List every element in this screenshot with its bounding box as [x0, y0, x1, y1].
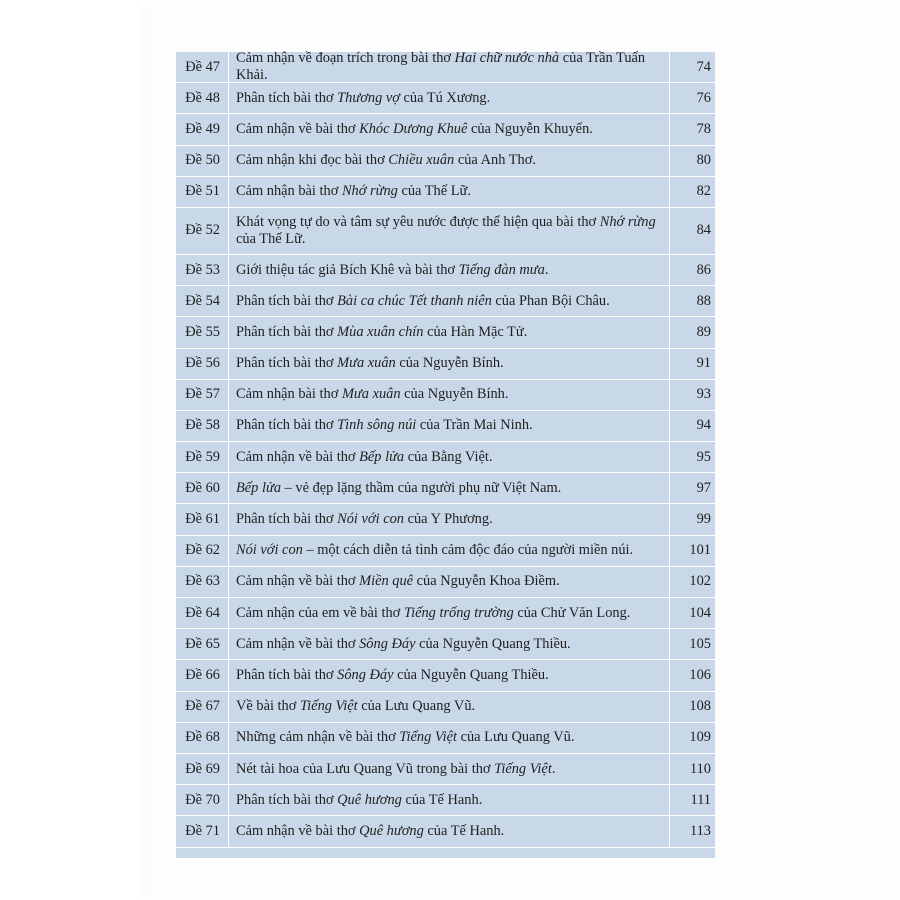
- page-number: 104: [689, 604, 711, 621]
- exercise-number: Đề 63: [176, 567, 229, 597]
- exercise-number: Đề 66: [176, 660, 229, 690]
- title-segment: .: [551, 760, 556, 777]
- title-text: [236, 605, 630, 622]
- title-segment: Phân tích bài thơ: [236, 666, 338, 683]
- page-number: 111: [690, 791, 711, 808]
- page-number: 95: [696, 448, 711, 465]
- title-segment: của Lưu Quang Vũ.: [456, 729, 575, 746]
- exercise-number: Đề 65: [176, 629, 229, 659]
- exercise-title: [229, 286, 670, 316]
- exercise-number: Đề 68: [176, 723, 229, 753]
- title-text: [236, 386, 508, 403]
- poem-title: Nhớ rừng: [341, 183, 398, 200]
- title-segment: Cảm nhận bài thơ: [236, 386, 342, 403]
- toc-row: [176, 785, 715, 816]
- exercise-title: [229, 349, 670, 379]
- toc-row: [176, 816, 715, 847]
- title-segment: – vẻ đẹp lặng thầm của người phụ nữ Việt Nam.: [281, 479, 562, 496]
- toc-row: [176, 146, 715, 177]
- exercise-title: [229, 785, 670, 815]
- exercise-number: Đề 55: [176, 317, 229, 347]
- title-segment: .: [544, 261, 549, 278]
- toc-row: [176, 208, 715, 255]
- toc-row: [176, 380, 715, 411]
- page-number: 80: [696, 152, 711, 169]
- poem-title: Nhớ rừng: [599, 213, 656, 230]
- exercise-number: Đề 71: [176, 816, 229, 846]
- exercise-number: Đề 58: [176, 411, 229, 441]
- page-number: 84: [696, 222, 711, 239]
- toc-row: [176, 660, 715, 691]
- poem-title: Tiếng Việt: [299, 698, 358, 715]
- toc-row: [176, 411, 715, 442]
- page-number: 94: [696, 417, 711, 434]
- toc-row: [176, 629, 715, 660]
- title-segment: của Thế Lữ.: [397, 183, 471, 200]
- title-segment: Phân tích bài thơ: [236, 355, 338, 372]
- poem-title: Bài ca chúc Tết thanh niên: [337, 292, 492, 309]
- page-number: 108: [689, 698, 711, 715]
- title-segment: Cảm nhận về bài thơ: [236, 120, 360, 137]
- title-text: [236, 729, 574, 746]
- exercise-title: [229, 723, 670, 753]
- title-segment: của Bằng Việt.: [404, 448, 493, 465]
- title-segment: Phân tích bài thơ: [236, 511, 338, 528]
- title-segment: Cảm nhận về bài thơ: [236, 635, 360, 652]
- exercise-title: [229, 177, 670, 207]
- toc-row: [176, 473, 715, 504]
- poem-title: Bếp lửa: [359, 448, 405, 465]
- title-text: [236, 667, 549, 684]
- title-text: [236, 449, 493, 466]
- title-text: [236, 90, 490, 107]
- poem-title: Mưa xuân: [341, 386, 401, 403]
- toc-row: [176, 692, 715, 723]
- poem-title: Khóc Dương Khuê: [359, 120, 468, 137]
- exercise-number: Đề 70: [176, 785, 229, 815]
- title-segment: Cảm nhận về bài thơ: [236, 822, 360, 839]
- poem-title: Mưa xuân: [337, 355, 396, 372]
- toc-row: [176, 504, 715, 535]
- title-text: [236, 792, 482, 809]
- title-segment: Nét tài hoa của Lưu Quang Vũ trong bài thơ: [236, 760, 495, 777]
- exercise-number: Đề 59: [176, 442, 229, 472]
- title-text: [236, 214, 663, 248]
- page-number: 97: [696, 479, 711, 496]
- title-segment: Cảm nhận của em về bài thơ: [236, 604, 404, 621]
- table-of-contents: [176, 52, 715, 858]
- title-segment: của Nguyễn Bính.: [400, 386, 509, 403]
- exercise-number: Đề 61: [176, 504, 229, 534]
- poem-title: Sông Đáy: [337, 666, 394, 683]
- exercise-number: Đề 50: [176, 146, 229, 176]
- title-segment: Phân tích bài thơ: [236, 791, 338, 808]
- page-number: 102: [689, 573, 711, 590]
- poem-title: Tình sông núi: [337, 417, 417, 434]
- title-text: [236, 511, 493, 528]
- toc-row: [176, 723, 715, 754]
- poem-title: Miền quê: [359, 573, 414, 590]
- title-segment: Cảm nhận khi đọc bài thơ: [236, 152, 389, 169]
- poem-title: Thương vợ: [337, 89, 400, 106]
- poem-title: Chiều xuân: [388, 152, 455, 169]
- toc-row: [176, 52, 715, 83]
- title-text: [236, 417, 533, 434]
- title-text: [236, 823, 504, 840]
- exercise-number: Đề 64: [176, 598, 229, 628]
- title-segment: Giới thiệu tác giả Bích Khê và bài thơ: [236, 261, 459, 278]
- page-number: 74: [696, 58, 711, 75]
- exercise-title: [229, 504, 670, 534]
- exercise-title: [229, 411, 670, 441]
- poem-title: Mùa xuân chín: [337, 323, 424, 340]
- title-segment: Về bài thơ: [236, 698, 300, 715]
- title-text: [236, 355, 504, 372]
- title-segment: của Lưu Quang Vũ.: [357, 698, 476, 715]
- exercise-title: [229, 629, 670, 659]
- title-segment: của Phan Bội Châu.: [491, 292, 610, 309]
- title-text: [236, 761, 555, 778]
- poem-title: Quê hương: [337, 791, 402, 808]
- title-segment: Phân tích bài thơ: [236, 89, 338, 106]
- toc-row: [176, 536, 715, 567]
- poem-title: Nói với con: [337, 511, 404, 528]
- title-segment: của Y Phương.: [403, 511, 493, 528]
- title-text: [236, 293, 610, 310]
- poem-title: Tiếng Việt: [399, 729, 457, 746]
- title-text: [236, 152, 536, 169]
- page-number: 89: [696, 323, 711, 340]
- exercise-number: Đề 52: [176, 208, 229, 254]
- exercise-number: Đề 56: [176, 349, 229, 379]
- exercise-title: [229, 52, 670, 82]
- exercise-title: [229, 317, 670, 347]
- page-number: 101: [689, 542, 711, 559]
- toc-row: [176, 754, 715, 785]
- title-segment: Cảm nhận bài thơ: [236, 183, 342, 200]
- page-number: 82: [696, 183, 711, 200]
- title-segment: của Chử Văn Long.: [513, 604, 631, 621]
- poem-title: Tiếng Việt: [494, 760, 552, 777]
- exercise-number: Đề 62: [176, 536, 229, 566]
- exercise-number: Đề 67: [176, 692, 229, 722]
- toc-row: [176, 598, 715, 629]
- exercise-number: Đề 60: [176, 473, 229, 503]
- toc-row: [176, 83, 715, 114]
- exercise-number: Đề 49: [176, 114, 229, 144]
- title-segment: của Tú Xương.: [399, 89, 491, 106]
- title-segment: của Nguyễn Quang Thiều.: [415, 635, 571, 652]
- poem-title: Quê hương: [359, 822, 424, 839]
- title-segment: của Nguyễn Bính.: [395, 355, 504, 372]
- title-segment: của Tế Hanh.: [401, 791, 483, 808]
- exercise-number: Đề 69: [176, 754, 229, 784]
- title-segment: Những cảm nhận về bài thơ: [236, 729, 400, 746]
- exercise-number: Đề 53: [176, 255, 229, 285]
- toc-row: [176, 255, 715, 286]
- title-text: [236, 698, 475, 715]
- title-segment: Phân tích bài thơ: [236, 292, 338, 309]
- exercise-title: [229, 816, 670, 846]
- toc-row: [176, 317, 715, 348]
- toc-row: [176, 567, 715, 598]
- exercise-title: [229, 83, 670, 113]
- title-text: [236, 542, 633, 559]
- title-text: [236, 183, 471, 200]
- title-segment: của Trần Mai Ninh.: [416, 417, 533, 434]
- page-number: 88: [696, 292, 711, 309]
- title-text: [236, 573, 560, 590]
- toc-row: [176, 442, 715, 473]
- exercise-title: [229, 255, 670, 285]
- title-text: [236, 636, 571, 653]
- title-segment: Phân tích bài thơ: [236, 417, 338, 434]
- toc-row: [176, 286, 715, 317]
- exercise-number: Đề 54: [176, 286, 229, 316]
- poem-title: Bếp lửa: [236, 479, 282, 496]
- title-segment: của Anh Thơ.: [454, 152, 536, 169]
- exercise-number: Đề 48: [176, 83, 229, 113]
- exercise-title: [229, 473, 670, 503]
- poem-title: Tiếng trống trường: [403, 604, 514, 621]
- exercise-title: [229, 536, 670, 566]
- title-segment: – một cách diễn tả tình cảm độc đáo của người miền núi.: [302, 542, 634, 559]
- exercise-title: [229, 146, 670, 176]
- title-text: [236, 324, 527, 341]
- page-number: 110: [689, 760, 711, 777]
- poem-title: Sông Đáy: [359, 635, 416, 652]
- toc-row: [176, 349, 715, 380]
- page-number: 99: [696, 511, 711, 528]
- poem-title: Hai chữ nước nhà: [454, 50, 560, 67]
- exercise-title: [229, 660, 670, 690]
- page-number: 105: [689, 635, 711, 652]
- title-segment: của Nguyễn Quang Thiều.: [393, 666, 549, 683]
- title-segment: của Nguyễn Khuyến.: [467, 120, 593, 137]
- page-number: 91: [696, 355, 711, 372]
- exercise-title: [229, 567, 670, 597]
- exercise-title: [229, 692, 670, 722]
- title-segment: của Hàn Mặc Tử.: [423, 323, 528, 340]
- exercise-title: [229, 380, 670, 410]
- exercise-title: [229, 598, 670, 628]
- title-segment: Cảm nhận về bài thơ: [236, 448, 360, 465]
- exercise-title: [229, 754, 670, 784]
- page-number: 113: [689, 822, 711, 839]
- title-segment: Khát vọng tự do và tâm sự yêu nước được thể hiện qua bài thơ: [236, 213, 600, 230]
- page-number: 109: [689, 729, 711, 746]
- poem-title: Tiếng đàn mưa: [458, 261, 545, 278]
- title-segment: Cảm nhận về đoạn trích trong bài thơ: [236, 50, 455, 67]
- page-number: 78: [696, 120, 711, 137]
- title-segment: của Tế Hanh.: [423, 822, 505, 839]
- exercise-number: Đề 57: [176, 380, 229, 410]
- poem-title: Nói với con: [236, 542, 303, 559]
- exercise-number: Đề 51: [176, 177, 229, 207]
- title-segment: của Thế Lữ.: [236, 230, 306, 247]
- title-text: [236, 262, 548, 279]
- exercise-title: [229, 208, 670, 254]
- title-text: [236, 50, 663, 84]
- title-text: [236, 121, 593, 138]
- toc-row: [176, 114, 715, 145]
- page-number: 93: [696, 386, 711, 403]
- title-segment: của Nguyễn Khoa Điềm.: [413, 573, 560, 590]
- title-segment: Phân tích bài thơ: [236, 323, 338, 340]
- exercise-title: [229, 114, 670, 144]
- exercise-number: Đề 47: [176, 52, 229, 82]
- page-number: 76: [696, 89, 711, 106]
- title-segment: của Trần Tuấn Khải.: [236, 50, 646, 84]
- page-number: 86: [696, 261, 711, 278]
- title-segment: Cảm nhận về bài thơ: [236, 573, 360, 590]
- title-text: [236, 480, 561, 497]
- exercise-title: [229, 442, 670, 472]
- page-number: 106: [689, 666, 711, 683]
- toc-row: [176, 177, 715, 208]
